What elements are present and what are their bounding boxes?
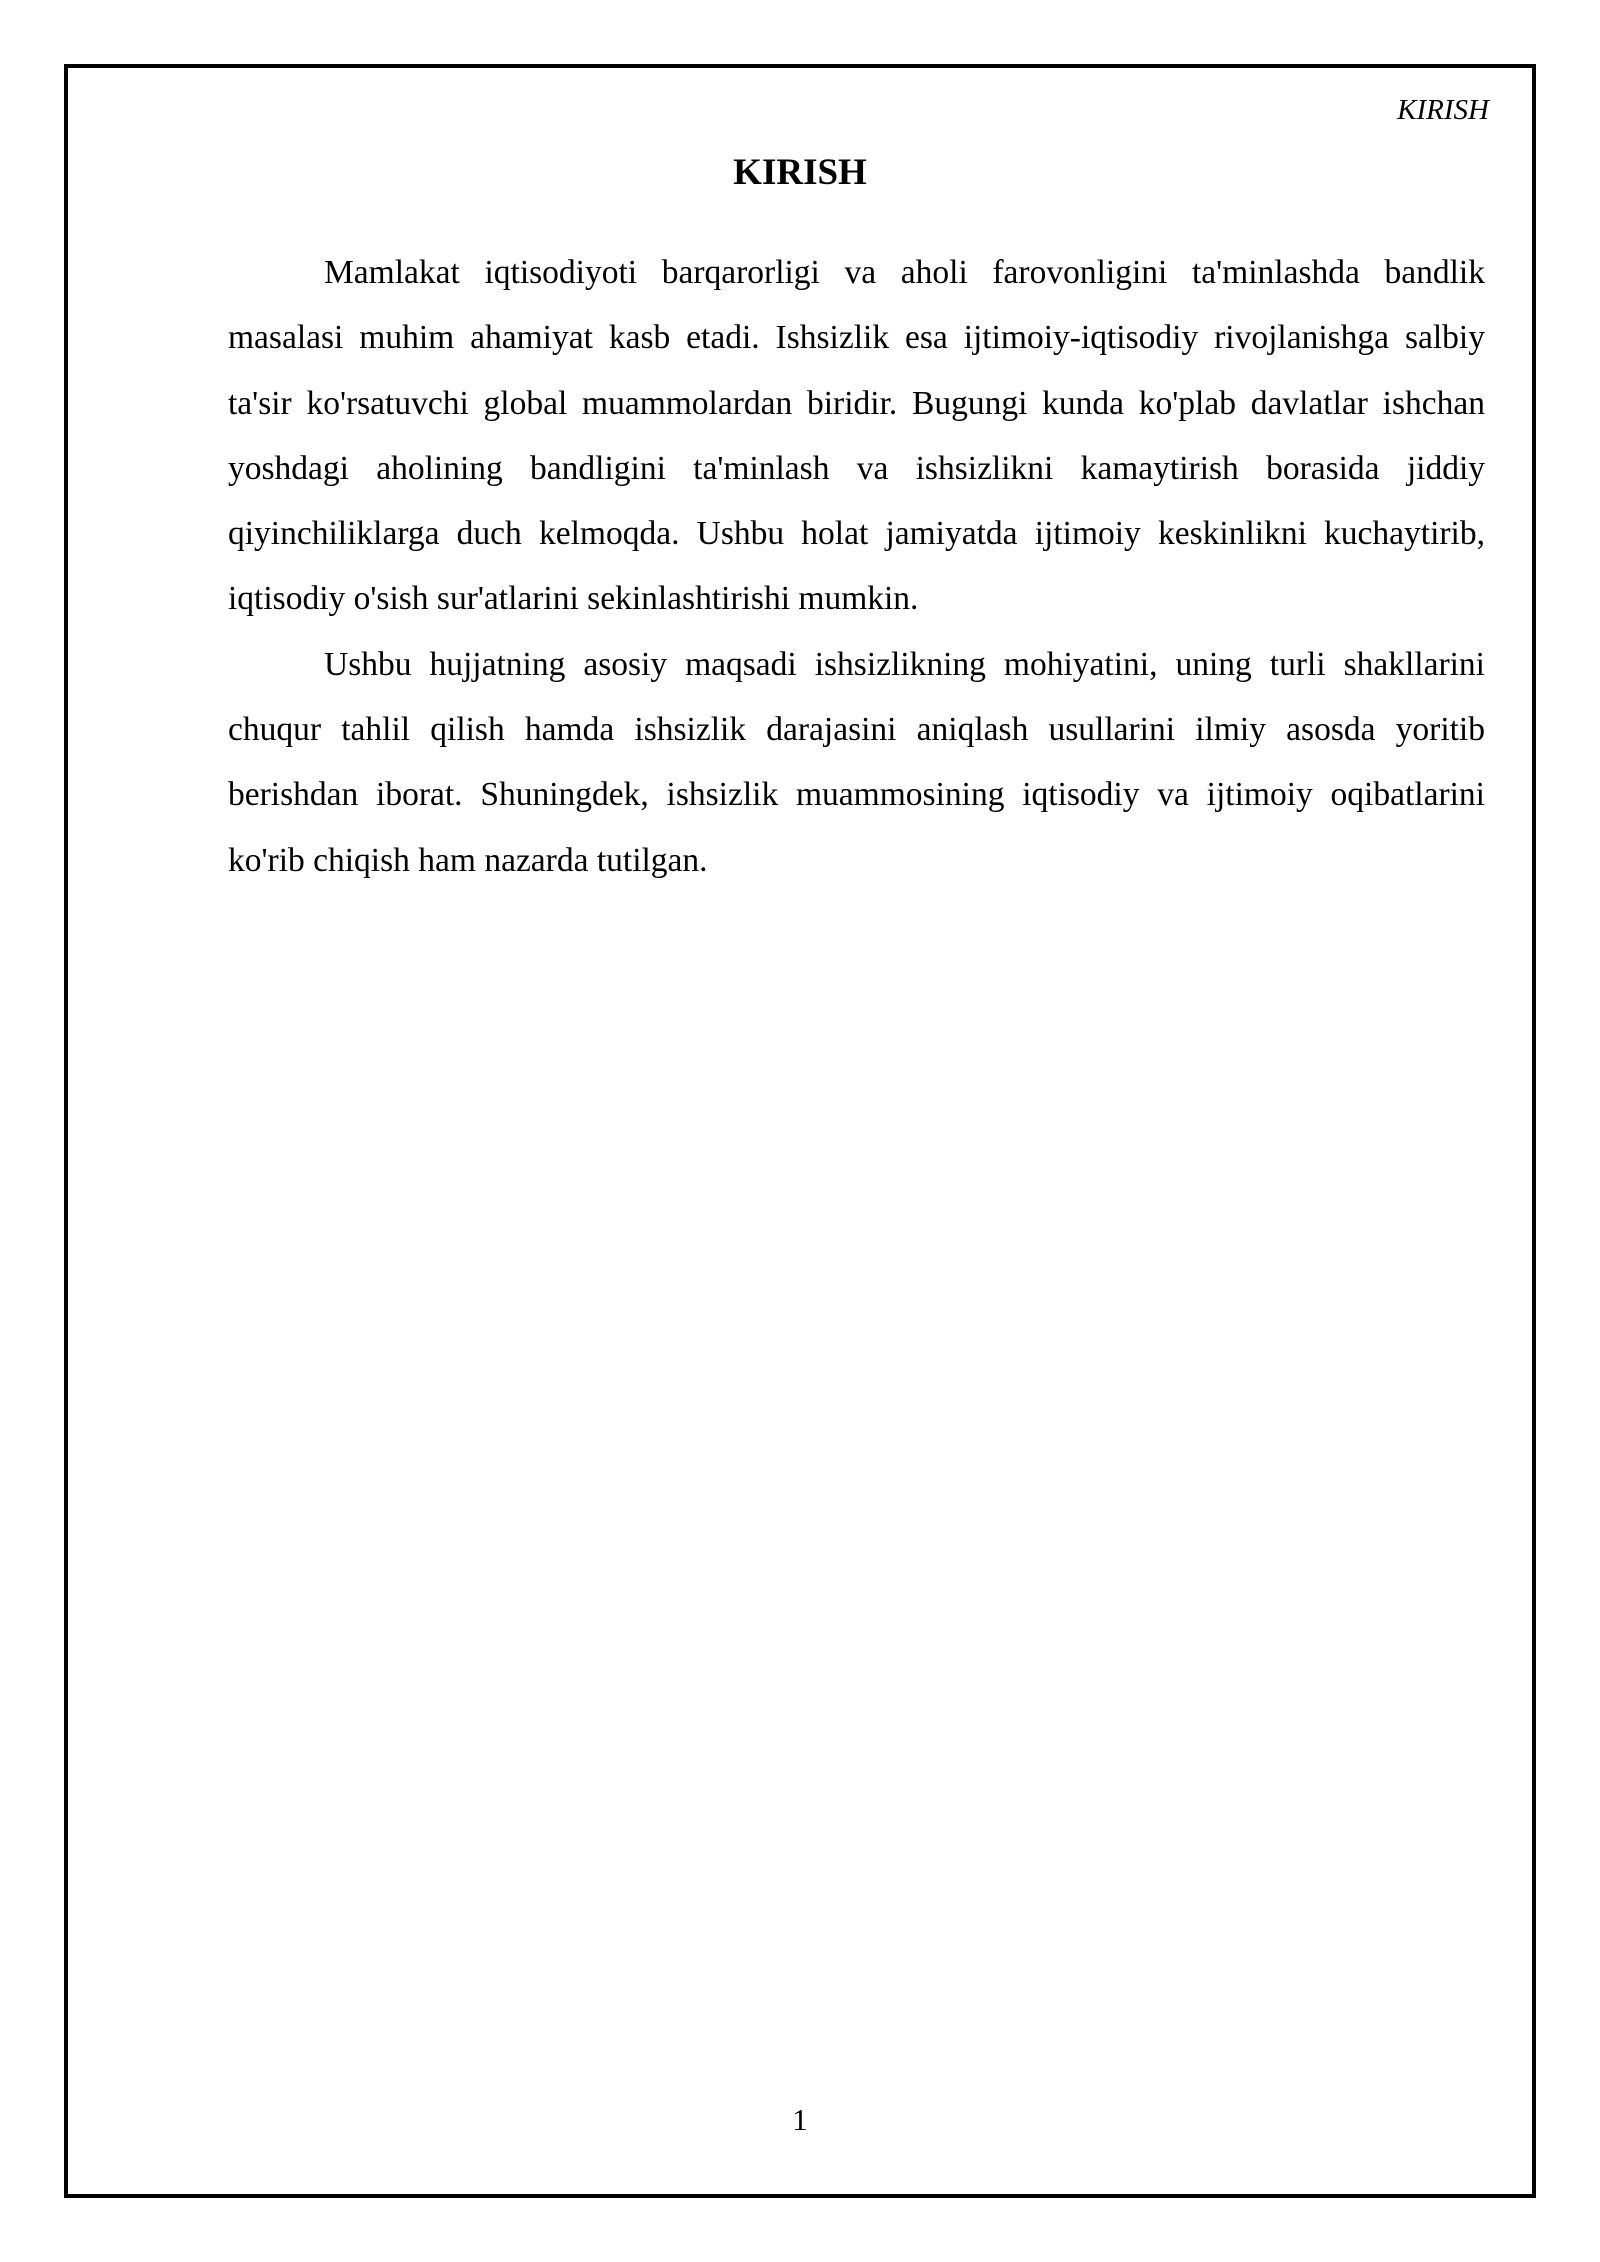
body-text [228, 240, 1485, 893]
page-number: 1 [792, 2102, 808, 2137]
paragraph-2: Ushbu hujjatning asosiy maqsadi ishsizlikning mohiyatini, uning turli shakllarini chuqur tahlil qilish hamda ishsizlik darajasini aniqlash usullarini ilmiy asosda yoritib berishdan iborat. Shuningdek, ishsizlik muammosining iqtisodiy va ijtimoiy oqibatlarini ko'rib chiqish ham nazarda tutilgan. [228, 645, 1485, 879]
running-header: KIRISH [1397, 94, 1489, 126]
paragraph-1: Mamlakat iqtisodiyoti barqarorligi va aholi farovonligini ta'minlashda bandlik masalasi muhim ahamiyat kasb etadi. Ishsizlik esa ijtimoiy-iqtisodiy rivojlanishga salbiy ta'sir ko'rsatuvchi global muammolardan biridir. Bugungi kunda ko'plab davlatlar ishchan yoshdagi aholining bandligini ta'minlash va ishsizlikni kamaytirish borasida jiddiy qiyinchiliklarga duch kelmoqda. Ushbu holat jamiyatda ijtimoiy keskinlikni kuchaytirib, iqtisodiy o'sish sur'atlarini sekinlashtirishi mumkin. [228, 254, 1485, 618]
page-title: KIRISH [733, 152, 867, 193]
